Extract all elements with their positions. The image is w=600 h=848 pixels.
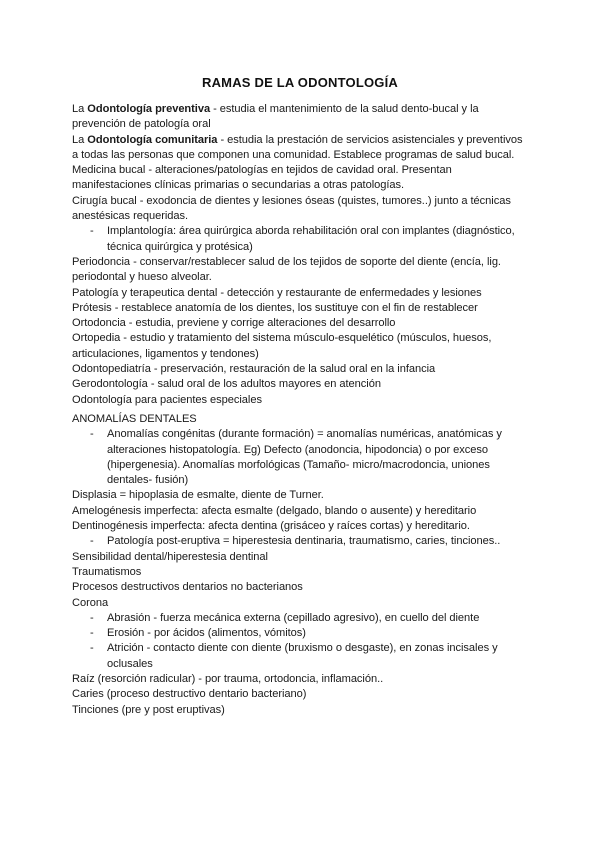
text-line: Ortodoncia - estudia, previene y corrige alteraciones del desarrollo bbox=[72, 317, 396, 330]
text-line: Displasia = hipoplasia de esmalte, diente de Turner. bbox=[72, 489, 324, 502]
text-line bbox=[72, 102, 532, 117]
bullet-continuation bbox=[72, 443, 532, 458]
text-fragment: - estudia la prestación de servicios asistenciales y preventivos bbox=[217, 133, 523, 146]
bullet-item bbox=[72, 534, 532, 549]
text-line: Gerodontología - salud oral de los adultos mayores en atención bbox=[72, 378, 381, 391]
bullet-dash: - bbox=[90, 627, 94, 640]
bullet-dash: - bbox=[90, 611, 94, 624]
text-line: Sensibilidad dental/hiperestesia dentinal bbox=[72, 550, 268, 563]
text-line: Procesos destructivos dentarios no bacterianos bbox=[72, 581, 303, 594]
bullet-item bbox=[72, 626, 532, 641]
text-fragment: Anomalías congénitas (durante formación) = anomalías numéricas, anatómicas y bbox=[107, 428, 502, 441]
text-fragment: dentales- fusión) bbox=[107, 474, 189, 487]
text-line bbox=[72, 133, 532, 148]
text-line: Odontopediatría - preservación, restauración de la salud oral en la infancia bbox=[72, 363, 436, 376]
text-line: Medicina bucal - alteraciones/patologías en tejidos de cavidad oral. Presentan bbox=[72, 164, 452, 177]
text-line: periodontal y hueso alveolar. bbox=[72, 271, 212, 284]
bullet-item bbox=[72, 641, 532, 656]
bullet-item bbox=[72, 224, 532, 239]
text-fragment: Atrición - contacto diente con diente (bruxismo o desgaste), en zonas incisales y bbox=[107, 642, 498, 655]
text-fragment: - estudia el mantenimiento de la salud dento-bucal y la bbox=[210, 103, 479, 115]
text-line: Dentinogénesis imperfecta: afecta dentina (grisáceo y raíces cortas) y hereditario. bbox=[72, 520, 470, 533]
text-fragment: técnica quirúrgica y protésica) bbox=[107, 240, 253, 253]
bullet-dash: - bbox=[90, 428, 94, 441]
text-fragment: La bbox=[72, 133, 88, 146]
ramas-section bbox=[72, 102, 532, 408]
text-line: Traumatismos bbox=[72, 565, 142, 578]
text-line: Caries (proceso destructivo dentario bacteriano) bbox=[72, 688, 307, 701]
text-fragment: Implantología: área quirúrgica aborda rehabilitación oral con implantes (diagnóstico, bbox=[107, 225, 515, 238]
bullet-continuation bbox=[72, 458, 532, 473]
text-line: prevención de patología oral bbox=[72, 118, 211, 131]
text-fragment: (hipergenesia). Anomalías morfológicas (Tamaño- micro/macrodoncia, uniones bbox=[107, 458, 490, 471]
text-fragment: alteraciones histopatología. Eg) Defecto (anodoncia, hipodoncia) o por exceso bbox=[107, 443, 488, 456]
anomalias-section bbox=[72, 412, 532, 718]
text-line: Amelogénesis imperfecta: afecta esmalte (delgado, blando o ausente) y hereditario bbox=[72, 504, 477, 517]
text-line: Ortopedia - estudio y tratamiento del sistema músculo-esquelético (músculos, huesos, bbox=[72, 332, 492, 345]
text-line: Odontología para pacientes especiales bbox=[72, 393, 262, 406]
bullet-dash: - bbox=[90, 642, 94, 655]
document-title: RAMAS DE LA ODONTOLOGÍA bbox=[202, 75, 398, 90]
text-line: anestésicas requeridas. bbox=[72, 210, 189, 223]
text-line: Cirugía bucal - exodoncia de dientes y lesiones óseas (quistes, tumores..) junto a técnicas bbox=[72, 194, 511, 207]
bullet-continuation bbox=[72, 240, 532, 255]
text-line: Raíz (resorción radicular) - por trauma, ortodoncia, inflamación.. bbox=[72, 673, 384, 686]
bold-term: Odontología comunitaria bbox=[87, 133, 218, 146]
text-line: Patología y terapeutica dental - detección y restaurante de enfermedades y lesiones bbox=[72, 286, 482, 299]
text-line: Periodoncia - conservar/restablecer salud de los tejidos de soporte del diente (encía, lig. bbox=[72, 255, 501, 268]
bullet-continuation bbox=[72, 657, 532, 672]
text-line: Prótesis - restablece anatomía de los dientes, los sustituye con el fin de restablecer bbox=[72, 301, 478, 314]
text-line: articulaciones, ligamentos y tendones) bbox=[72, 347, 259, 360]
text-fragment: Patología post-eruptiva = hiperestesia dentinaria, traumatismo, caries, tinciones.. bbox=[107, 535, 501, 548]
bold-term: Odontología preventiva bbox=[87, 103, 211, 115]
text-fragment: oclusales bbox=[107, 657, 153, 670]
text-line: a todas las personas que componen una comunidad. Establece programas de salud bucal. bbox=[72, 148, 515, 161]
bullet-dash: - bbox=[90, 225, 94, 238]
bullet-dash: - bbox=[90, 535, 94, 548]
text-fragment: Abrasión - fuerza mecánica externa (cepillado agresivo), en cuello del diente bbox=[107, 611, 480, 624]
text-fragment: La bbox=[72, 103, 88, 115]
bullet-continuation bbox=[72, 473, 532, 488]
text-line: Tinciones (pre y post eruptivas) bbox=[72, 703, 225, 716]
section-heading: ANOMALÍAS DENTALES bbox=[72, 413, 197, 425]
bullet-item bbox=[72, 611, 532, 626]
text-fragment: Erosión - por ácidos (alimentos, vómitos) bbox=[107, 627, 306, 640]
text-line: manifestaciones clínicas primarias o secundarias a otras patologías. bbox=[72, 179, 405, 192]
text-line: Corona bbox=[72, 596, 109, 609]
bullet-item bbox=[72, 427, 532, 442]
